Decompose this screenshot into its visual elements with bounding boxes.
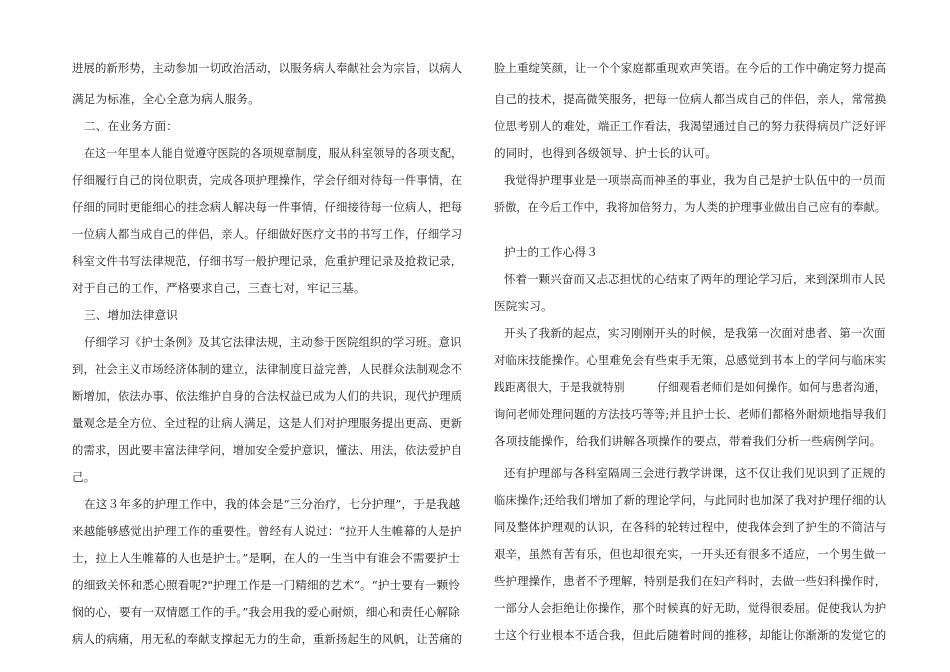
text-line: 同及整体护理观的认识，在各科的轮转过程中，使我体会到了护生的不简洁与 (494, 520, 887, 534)
text-line: 来越能够感觉出护理工作的重要性。曾经有人说过：“拉开人生帷幕的人是护 (72, 524, 462, 538)
text-line: 脸上重绽笑颜，让一个个家庭都重现欢声笑语。在今后的工作中确定努力提高 (494, 61, 887, 75)
text-line: 医院实习。 (494, 299, 553, 313)
text-line: 怀着一颗兴奋而又忐忑担忧的心结束了两年的理论学习后，来到深圳市人民 (504, 272, 886, 286)
text-line: 些护理操作，患者不予理解，特别是我们在妇产科时，去做一些妇科操作时， (494, 574, 887, 588)
section-heading-law: 三、增加法律意识 (84, 308, 178, 322)
text-line: 艰辛，虽然有苦有乐，但也却很充实，一开头还有很多不适应，一个男生做一 (494, 547, 887, 561)
section-heading-nurse-notes-3: 护士的工作心得３ (504, 245, 598, 259)
text-line: 仔细履行自己的岗位职责，完成各项护理操作，学会仔细对待每一件事情，在 (72, 173, 463, 187)
text-line: 到，社会主义市场经济体制的建立，法律制度日益完善，人民群众法制观念不 (72, 362, 463, 376)
text-line: 对临床技能操作。心里难免会有些束手无策，总感觉到书本上的学问与临床实 (494, 353, 887, 367)
text-line: 仔细学习《护士条例》及其它法律法规，主动参于医院组织的学习班。意识 (84, 335, 462, 349)
text-line: 开头了我新的起点，实习刚刚开头的时候，是我第一次面对患者、第一次面 (504, 326, 886, 340)
text-line: 临床操作;还给我们增加了新的理论学问，与此同时也加深了我对护理仔细的认 (494, 493, 887, 507)
section-heading-business: 二、在业务方面： (84, 119, 178, 133)
text-line: 己。 (72, 470, 96, 484)
text-line: 士这个行业根本不适合我，但此后随着时间的推移，却能让你渐渐的发觉它的 (494, 628, 887, 642)
text-line: 各项技能操作，给我们讲解各项操作的要点，带着我们分析一些病例学问。 (494, 434, 882, 448)
text-line: 还有护理部与各科室隔周三会进行教学讲课，这不仅让我们见识到了正规的 (504, 466, 886, 480)
text-line: 自己的技术，提高微笑服务，把每一位病人都当成自己的伴侣，亲人，常常换 (494, 92, 887, 106)
text-line: 的需求，因此要丰富法律学问，增加安全爱护意识，懂法、用法，依法爱护自 (72, 443, 463, 457)
text-line: 我觉得护理事业是一项崇高而神圣的事业，我为自己是护士队伍中的一员而 (504, 173, 886, 187)
text-line: 一部分人会拒绝让你操作，那个时候真的好无助，觉得很委屈。促使我认为护 (494, 601, 887, 615)
text-line: 满足为标准，全心全意为病人服务。 (72, 92, 260, 106)
text-line: 仔细的同时更能细心的挂念病人解决每一件事情，仔细接待每一位病人，把每 (72, 200, 463, 214)
text-line: 断增加，依法办事、依法维护自身的合法权益已成为人们的共识，现代护理质 (72, 389, 463, 403)
text-line: 士，拉上人生帷幕的人也是护士。”是啊，在人的一生当中有谁会不需要护士 (72, 551, 460, 565)
text-line: 病人的病痛，用无私的奉献支撑起无力的生命，重新扬起生的风帆，让苦痛的 (72, 632, 463, 646)
text-line: 的同时，也得到各级领导、护士长的认可。 (494, 146, 718, 160)
text-line: 悯的心，要有一双情愿工作的手。”我会用我的爱心耐烦，细心和责任心解除 (72, 605, 460, 619)
text-line: 的细致关怀和悉心照看呢?"护理工作是一门精细的艺术”。“护士要有一颗怜 (72, 578, 461, 592)
text-line: 践距离很大，于是我就特别 仔细观看老师们是如何操作。如何与患者沟通， (494, 380, 886, 394)
text-line: 位思考别人的难处，端正工作看法，我渴望通过自己的努力获得病员广泛好评 (494, 119, 887, 133)
text-line: 在这３年多的护理工作中，我的体会是“三分治疗，七分护理”，于是我越 (84, 497, 461, 511)
text-line: 骄傲，在今后工作中，我将加倍努力，为人类的护理事业做出自己应有的奉献。 (494, 200, 887, 214)
text-line: 询问老师处理问题的方法技巧等等;并且护士长、老师们都格外耐烦地指导我们 (494, 407, 887, 421)
text-line: 一位病人都当成自己的伴侣，亲人。仔细做好医疗文书的书写工作，仔细学习 (72, 227, 463, 241)
text-line: 进展的新形势，主动参加一切政治活动，以服务病人奉献社会为宗旨，以病人 (72, 61, 463, 75)
text-line: 科室文件书写法律规范，仔细书写一般护理记录，危重护理记录及抢救记录， (72, 254, 463, 268)
text-line: 量观念是全方位、全过程的让病人满足，这是人们对护理服务提出更高、更新 (72, 416, 463, 430)
text-line: 对于自己的工作，严格要求自己，三查七对，牢记三基。 (72, 281, 366, 295)
text-line: 在这一年里本人能自觉遵守医院的各项规章制度，服从科室领导的各项支配， (84, 146, 463, 160)
